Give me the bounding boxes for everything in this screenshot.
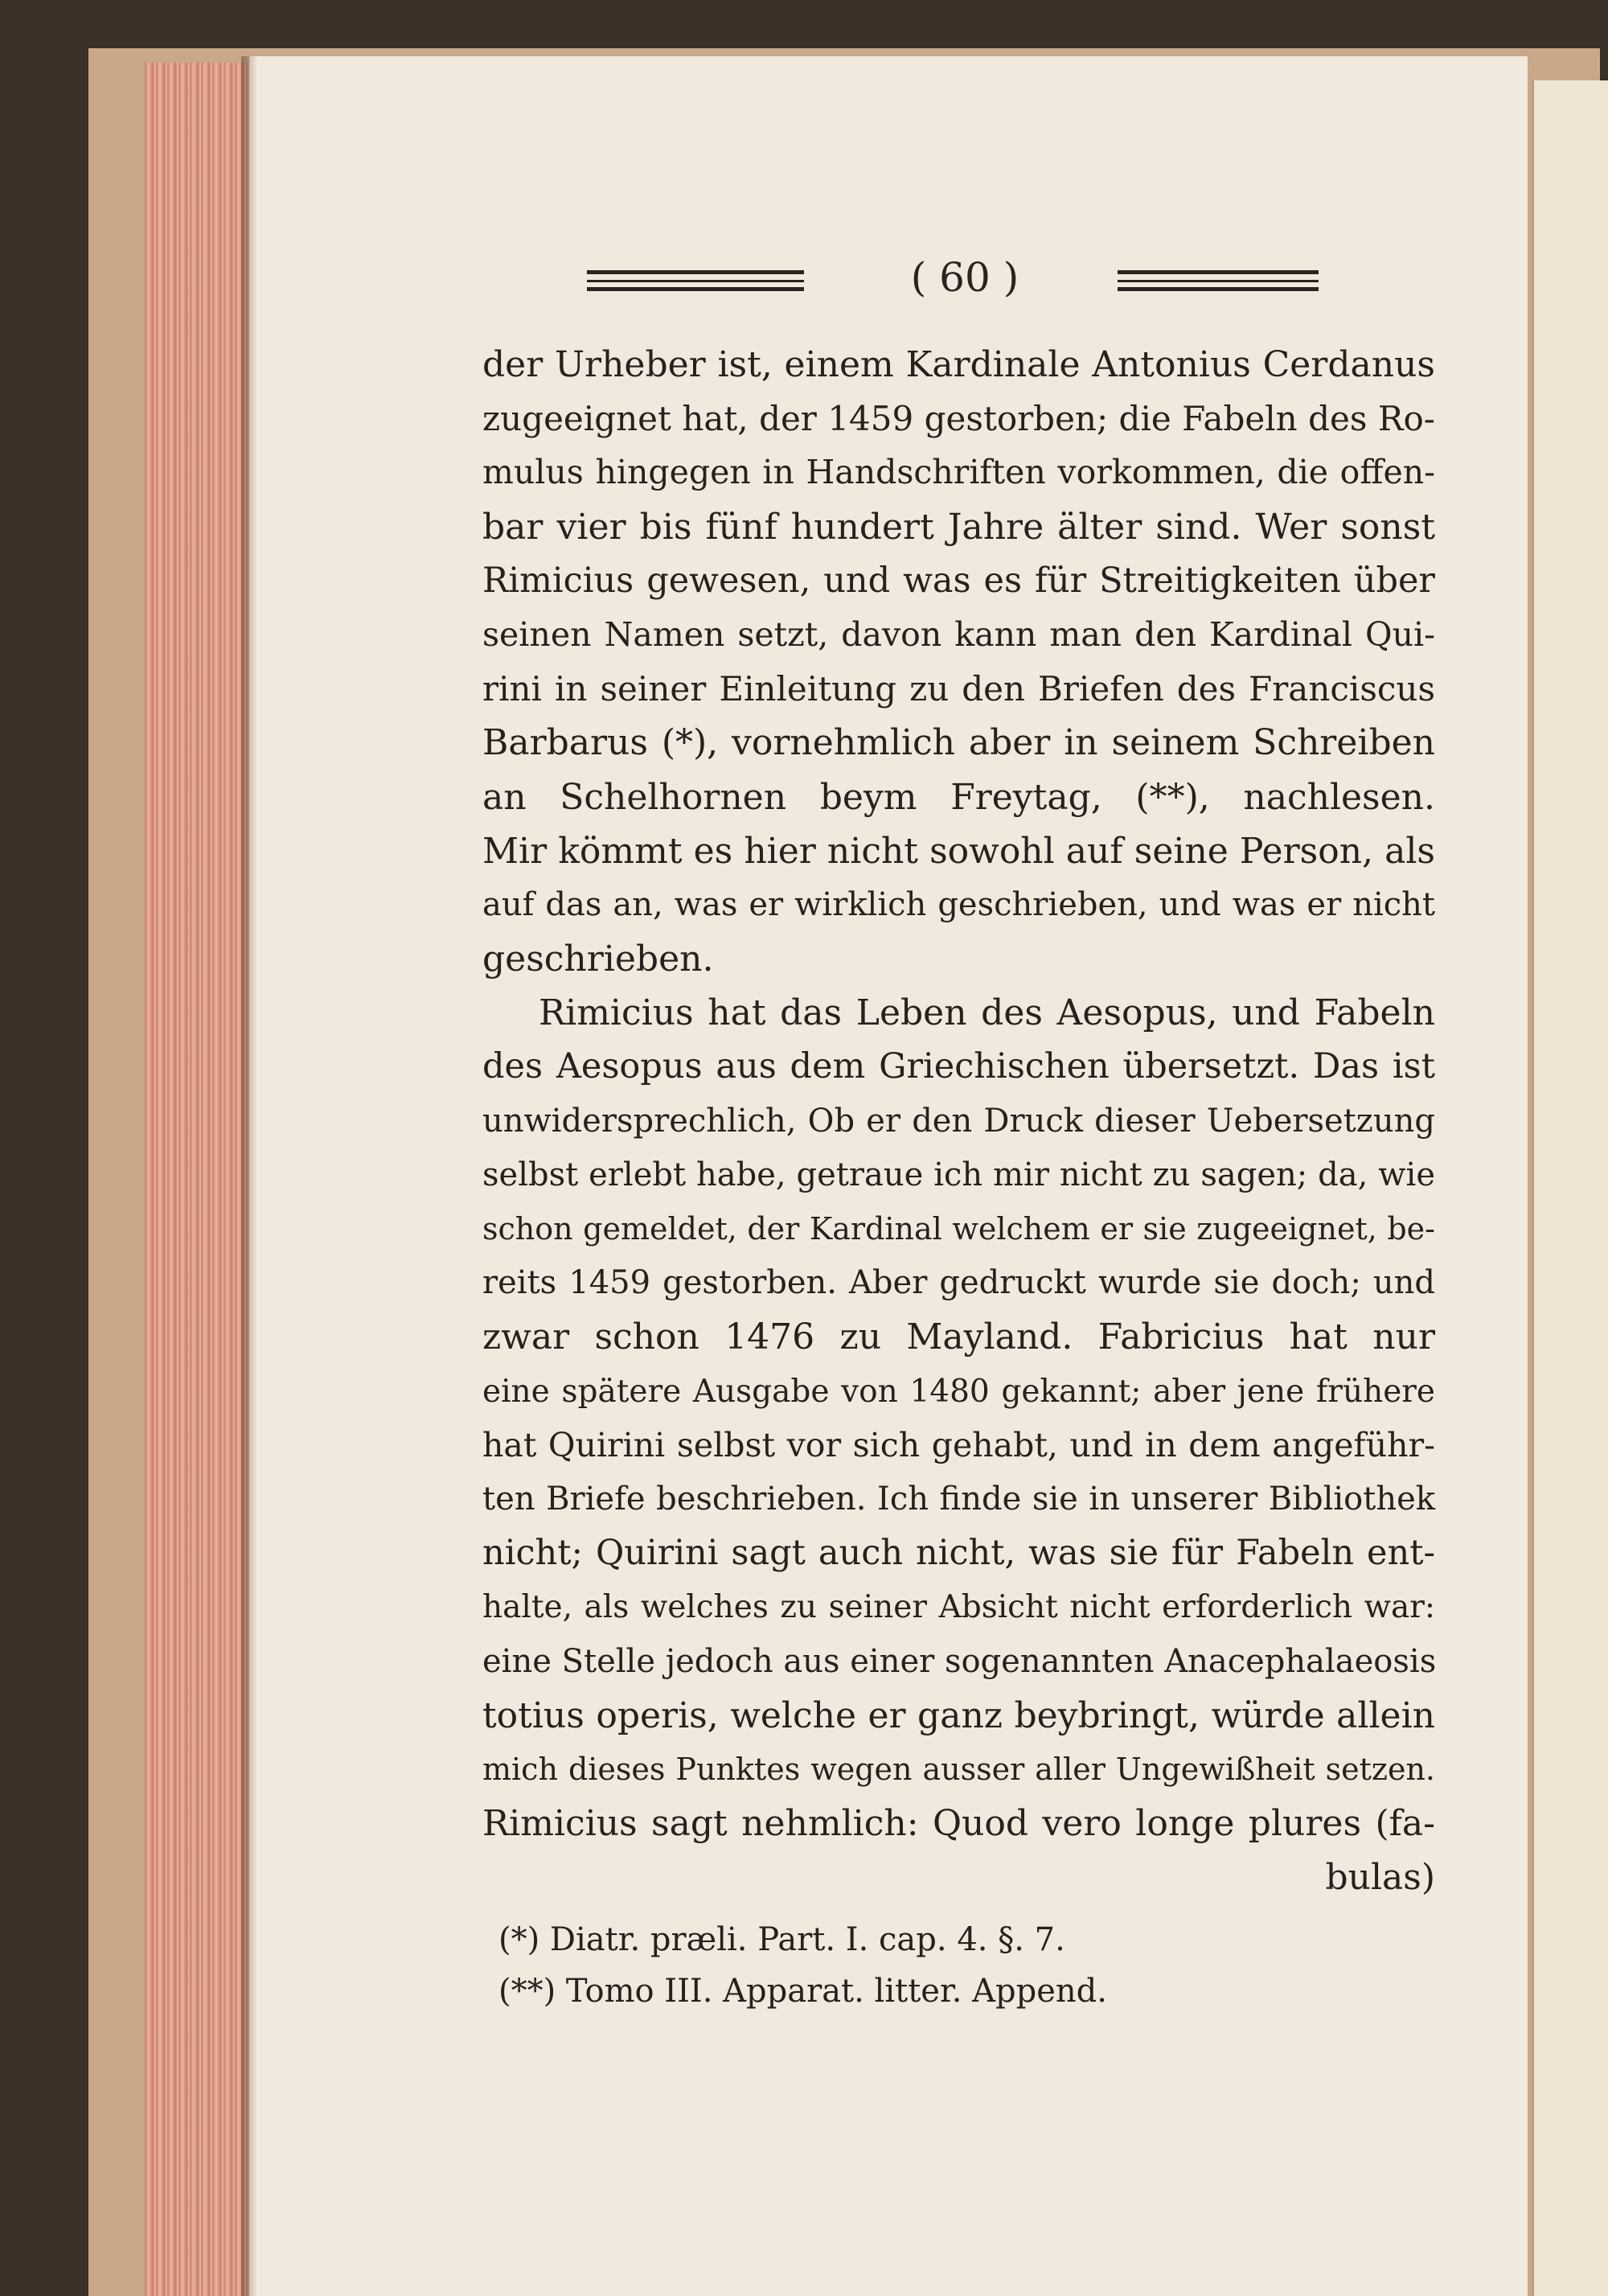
text-line: schon gemeldet, der Kardinal welchem er sie zugeeignet, be- [482,1211,1435,1247]
text-line: zwar schon 1476 zu Mayland. Fabricius hat nur [482,1316,1435,1358]
text-line: reits 1459 gestorben. Aber gedruckt wurde sie doch; und [482,1264,1435,1302]
text-line: des Aesopus aus dem Griechischen übersetzt. Das ist [482,1046,1435,1087]
text-line: mich dieses Punktes wegen ausser aller Ungewißheit setzen. [482,1751,1435,1787]
next-page-edge [1532,80,1608,2296]
catchword: bulas) [1325,1857,1435,1899]
text-line: zugeeignet hat, der 1459 gestorben; die Fabeln des Ro- [482,399,1435,439]
text-line: an Schelhornen beym Freytag, (**), nachlesen. [482,776,1435,818]
text-line: nicht; Quirini sagt auch nicht, was sie für Fabeln ent- [482,1533,1435,1574]
text-line: mulus hingegen in Handschriften vorkommen, die offen- [482,453,1435,492]
page-edges [145,63,249,2296]
body-text [482,338,1435,2017]
text-line: selbst erlebt habe, getraue ich mir nicht zu sagen; da, wie [482,1156,1435,1193]
header-rule-left [587,270,804,291]
text-line: hat Quirini selbst vor sich gehabt, und in dem angeführ- [482,1425,1435,1464]
text-line: Rimicius gewesen, und was es für Streitigkeiten über [482,560,1435,601]
text-line: bar vier bis fünf hundert Jahre älter sind. Wer sonst [482,506,1435,548]
text-line: Barbarus (*), vornehmlich aber in seinem Schreiben [482,722,1435,764]
text-line: ten Briefe beschrieben. Ich finde sie in unserer Bibliothek [482,1480,1435,1518]
page-number: ( 60 ) [910,254,1019,301]
text-line: eine Stelle jedoch aus einer sogenannten Anacephalaeosis [482,1642,1437,1680]
text-line: der Urheber ist, einem Kardinale Antonius Cerdanus [482,344,1435,385]
gutter-shadow [241,56,257,2296]
footnote: (*) Diatr. præli. Part. I. cap. 4. §. 7. [498,1921,1065,1959]
text-line: totius operis, welche er ganz beybringt, würde allein [482,1694,1435,1736]
text-line: Rimicius sagt nehmlich: Quod vero longe plures (fa- [482,1803,1435,1845]
text-line: Mir kömmt es hier nicht sowohl auf seine Person, als [482,830,1435,872]
text-line: eine spätere Ausgabe von 1480 gekannt; aber jene frühere [482,1373,1435,1410]
text-line: rini in seiner Einleitung zu den Briefen des Franciscus [482,669,1435,709]
text-line: Rimicius hat das Leben des Aesopus, und Fabeln [539,992,1435,1034]
text-line: seinen Namen setzt, davon kann man den Kardinal Qui- [482,614,1435,654]
header-rule-right [1118,270,1319,291]
footnote: (**) Tomo III. Apparat. litter. Append. [498,1973,1107,2011]
footnotes [482,1914,1435,2017]
text-line: unwidersprechlich, Ob er den Druck dieser Uebersetzung [482,1102,1435,1140]
text-line: geschrieben. [482,939,714,980]
text-line: halte, als welches zu seiner Absicht nicht erforderlich war: [482,1589,1435,1626]
text-line: auf das an, was er wirklich geschrieben, und was er nicht [482,885,1435,923]
